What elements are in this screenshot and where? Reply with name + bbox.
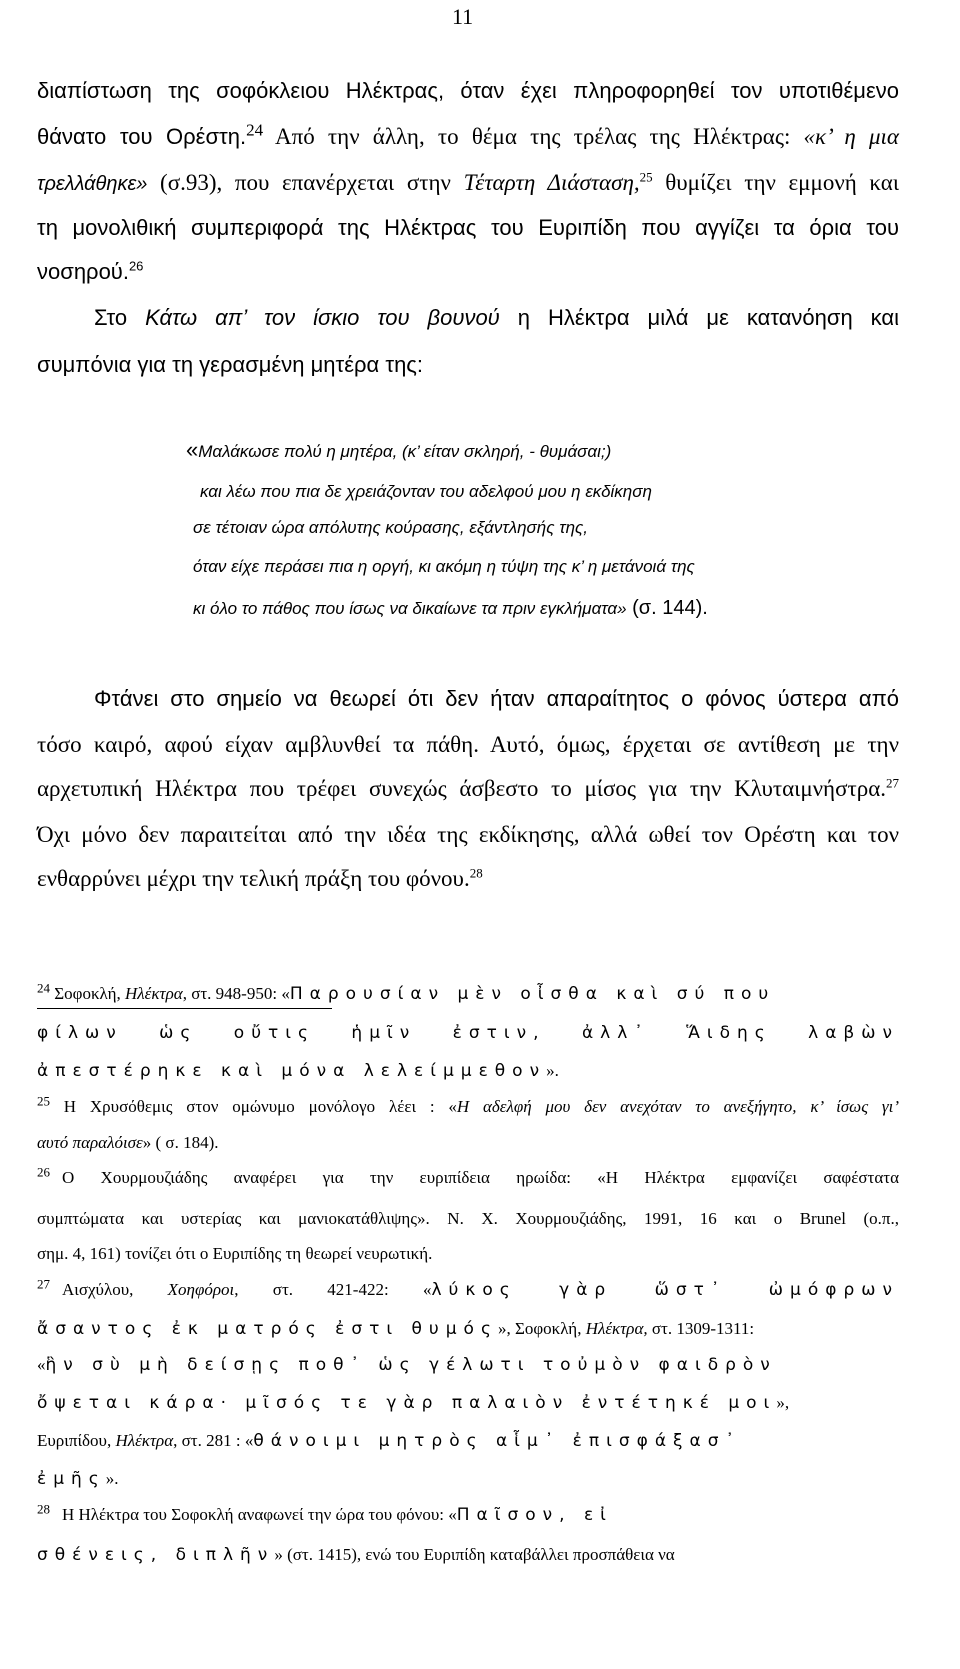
footnote-27-line-1: [37, 1276, 899, 1300]
footnote-number: 25: [37, 1093, 50, 1109]
footnote-24-line-2: φίλων ὡς οὔτις ἡμῖν ἐστιν, ἀλλ᾽ Ἅιδης λαβὼν: [37, 1023, 899, 1043]
text: », Σοφοκλή,: [497, 1319, 586, 1338]
footnote-separator: [37, 1008, 332, 1009]
text: ».: [105, 1469, 119, 1488]
book-title: Ηλέκτρα: [125, 984, 183, 1003]
text: αρχετυπική Ηλέκτρα που τρέφει συνεχώς άσβεστο το μίσος για την Κλυταιμνήστρα.: [37, 776, 886, 801]
book-title: Χοηφόροι: [167, 1280, 235, 1299]
body-line-4: τη μονολιθική συμπεριφορά της Ηλέκτρας του Ευριπίδη που αγγίζει τα όρια του: [37, 215, 899, 240]
text: (σ.93), που επανέρχεται στην: [147, 170, 464, 195]
body-line-2: [37, 120, 899, 150]
text: Στο: [94, 305, 146, 330]
greek-quote: θάνοιμι μητρὸς αἷμ᾽ ἐπισφάξασ᾽: [253, 1431, 741, 1451]
text: » (στ. 1415), ενώ του Ευριπίδη καταβάλλει προσπάθεια να: [274, 1545, 675, 1564]
footnote-ref-28[interactable]: 28: [469, 865, 483, 881]
greek-quote: ὄψεται κάρα· μῖσός τε γὰρ παλαιὸν ἐντέτηκέ μοι: [37, 1393, 777, 1413]
open-quote: «: [186, 437, 199, 462]
footnote-26-line-3: σημ. 4, 161) τονίζει ότι ο Ευριπίδης τη θεωρεί νευρωτική.: [37, 1244, 433, 1263]
body-line-3: [37, 170, 899, 196]
text: Αισχύλου,: [62, 1280, 168, 1299]
footnote-27-line-5: [37, 1431, 741, 1451]
footnote-25-line-1: [37, 1093, 899, 1117]
text: η Ηλέκτρα μιλά με κατανόηση και: [499, 305, 899, 330]
footnote-28-line-2: [37, 1545, 675, 1565]
body2-line-3: [37, 776, 899, 802]
poem-line-5: [193, 597, 708, 620]
quote: «κ’ η μια: [790, 124, 899, 149]
text: Η Χρυσόθεμις στον ομώνυμο μονόλογο λέει : «: [50, 1097, 457, 1116]
poem-line-1: [186, 437, 611, 463]
footnote-27-line-2: [37, 1319, 754, 1339]
footnote-ref-26[interactable]: 26: [128, 258, 144, 274]
body2-line-4: Όχι μόνο δεν παραιτείται από την ιδέα της εκδίκησης, αλλά ωθεί τον Ορέστη και τον: [37, 822, 899, 847]
text: ».: [546, 1061, 559, 1080]
greek-quote: Παῖσον, εἰ: [456, 1505, 613, 1525]
text: Η Ηλέκτρα του Σοφοκλή αναφωνεί την ώρα του φόνου: «: [62, 1505, 457, 1524]
poem-line-2: και λέω που πια δε χρειάζονταν του αδελφού μου η εκδίκηση: [200, 482, 652, 501]
greek-quote: ἄσαντος ἐκ ματρός ἐστι θυμός: [37, 1319, 498, 1339]
footnote-27-line-6: [37, 1469, 119, 1489]
body2-line-1: Φτάνει στο σημείο να θεωρεί ότι δεν ήταν απαραίτητος ο φόνος ύστερα από: [94, 686, 899, 711]
footnote-number: 24: [37, 980, 50, 996]
greek-quote: ἐμῆς: [37, 1469, 106, 1489]
footnote-number: 28: [37, 1501, 50, 1517]
poem-line-4: όταν είχε περάσει πια η οργή, κι ακόμη η τύψη της κ’ η μετάνοιά της: [193, 557, 695, 576]
poem-line-3: σε τέτοιαν ώρα απόλυτης κούρασης, εξάντλησής της,: [193, 518, 589, 537]
footnote-26-line-2: συμπτώματα και υστερίας και μανιοκατάθλιψης». Ν. Χ. Χουρμουζιάδης, 1991, 16 και ο Brunel (ο.π.,: [37, 1209, 899, 1228]
text: νοσηρού.: [37, 259, 129, 284]
body-line-1: διαπίστωση της σοφόκλειου Ηλέκτρας, όταν έχει πληροφορηθεί τον υποτιθέμενο: [37, 78, 899, 103]
body-line-6: [94, 305, 899, 331]
quote: Η αδελφή μου δεν ανεχόταν το ανεξήγητο, κ’ ίσως γι’: [456, 1097, 899, 1116]
text: Ευριπίδου,: [37, 1431, 116, 1450]
text: ενθαρρύνει μέχρι την τελική πράξη του φόνου.: [37, 866, 470, 891]
greek-quote: ἣν σὺ μὴ δείσῃς ποθ᾽ ὡς γέλωτι τοὐμὸν φαιδρὸν: [45, 1355, 777, 1375]
footnote-ref-25[interactable]: 25: [639, 169, 653, 185]
footnote-26-line-1: [37, 1164, 899, 1188]
footnote-24-line-1: [37, 980, 899, 1004]
body2-line-2: τόσο καιρό, αφού είχαν αμβλυνθεί τα πάθη. Αυτό, όμως, έρχεται σε αντίθεση με την: [37, 732, 899, 757]
book-title: Κάτω απ’ τον ίσκιο του βουνού: [145, 305, 500, 330]
body-line-5: [37, 259, 143, 285]
footnote-28-line-1: [37, 1501, 899, 1525]
book-title: Ηλέκτρα,: [585, 1319, 648, 1338]
body2-line-5: [37, 866, 483, 892]
footnote-24-line-3: [37, 1061, 559, 1081]
quote: τρελλάθηκε»: [37, 173, 148, 195]
text: » ( σ. 184).: [142, 1133, 219, 1152]
greek-quote: σθένεις, διπλῆν: [37, 1545, 275, 1565]
footnote-number: 27: [37, 1276, 50, 1292]
book-title: Ηλέκτρα: [115, 1431, 174, 1450]
book-title: Τέταρτη Διάσταση,: [463, 170, 640, 195]
text: Μαλάκωσε πολύ η μητέρα, (κ’ είταν σκληρή, - θυμάσαι;): [198, 442, 612, 461]
greek-quote: λύκος γὰρ ὥστ᾽ ὠμόφρων: [431, 1280, 899, 1300]
footnote-ref-24[interactable]: 24: [246, 120, 264, 140]
footnote-number: 26: [37, 1164, 50, 1180]
text: Από την άλλη, το θέμα της τρέλας της Ηλέκτρας:: [263, 124, 791, 149]
body-line-7: συμπόνια για τη γερασμένη μητέρα της:: [37, 352, 424, 377]
footnote-ref-27[interactable]: 27: [886, 775, 899, 791]
text: θυμίζει την εμμονή και: [652, 170, 900, 195]
text: , στ. 281 : «: [173, 1431, 254, 1450]
text: κι όλο το πάθος που ίσως να δικαίωνε τα πριν εγκλήματα»: [193, 599, 627, 618]
page-ref: (σ. 144).: [626, 597, 708, 619]
text: στ. 1309-1311:: [647, 1319, 755, 1338]
text: , στ. 421-422: «: [234, 1280, 432, 1299]
quote: αυτό παραλόισε: [37, 1133, 143, 1152]
footnote-27-line-3: [37, 1355, 777, 1375]
text: «: [37, 1355, 46, 1374]
text: θάνατο του Ορέστη.: [37, 124, 247, 149]
footnote-25-line-2: [37, 1133, 219, 1153]
text: , στ. 948-950: «: [182, 984, 290, 1003]
text: Σοφοκλή,: [50, 984, 126, 1003]
text: Ο Χουρμουζιάδης αναφέρει για την ευριπίδεια ηρωίδα: «Η Ηλέκτρα εμφανίζει σαφέστατα: [62, 1168, 899, 1187]
greek-quote: ἀπεστέρηκε καὶ μόνα λελείμμεθον: [37, 1061, 547, 1081]
greek-quote: Παρουσίαν μὲν οἶσθα καὶ σύ που: [289, 984, 776, 1004]
text: »,: [776, 1393, 790, 1412]
footnote-27-line-4: [37, 1393, 789, 1413]
page-number: 11: [452, 4, 474, 29]
